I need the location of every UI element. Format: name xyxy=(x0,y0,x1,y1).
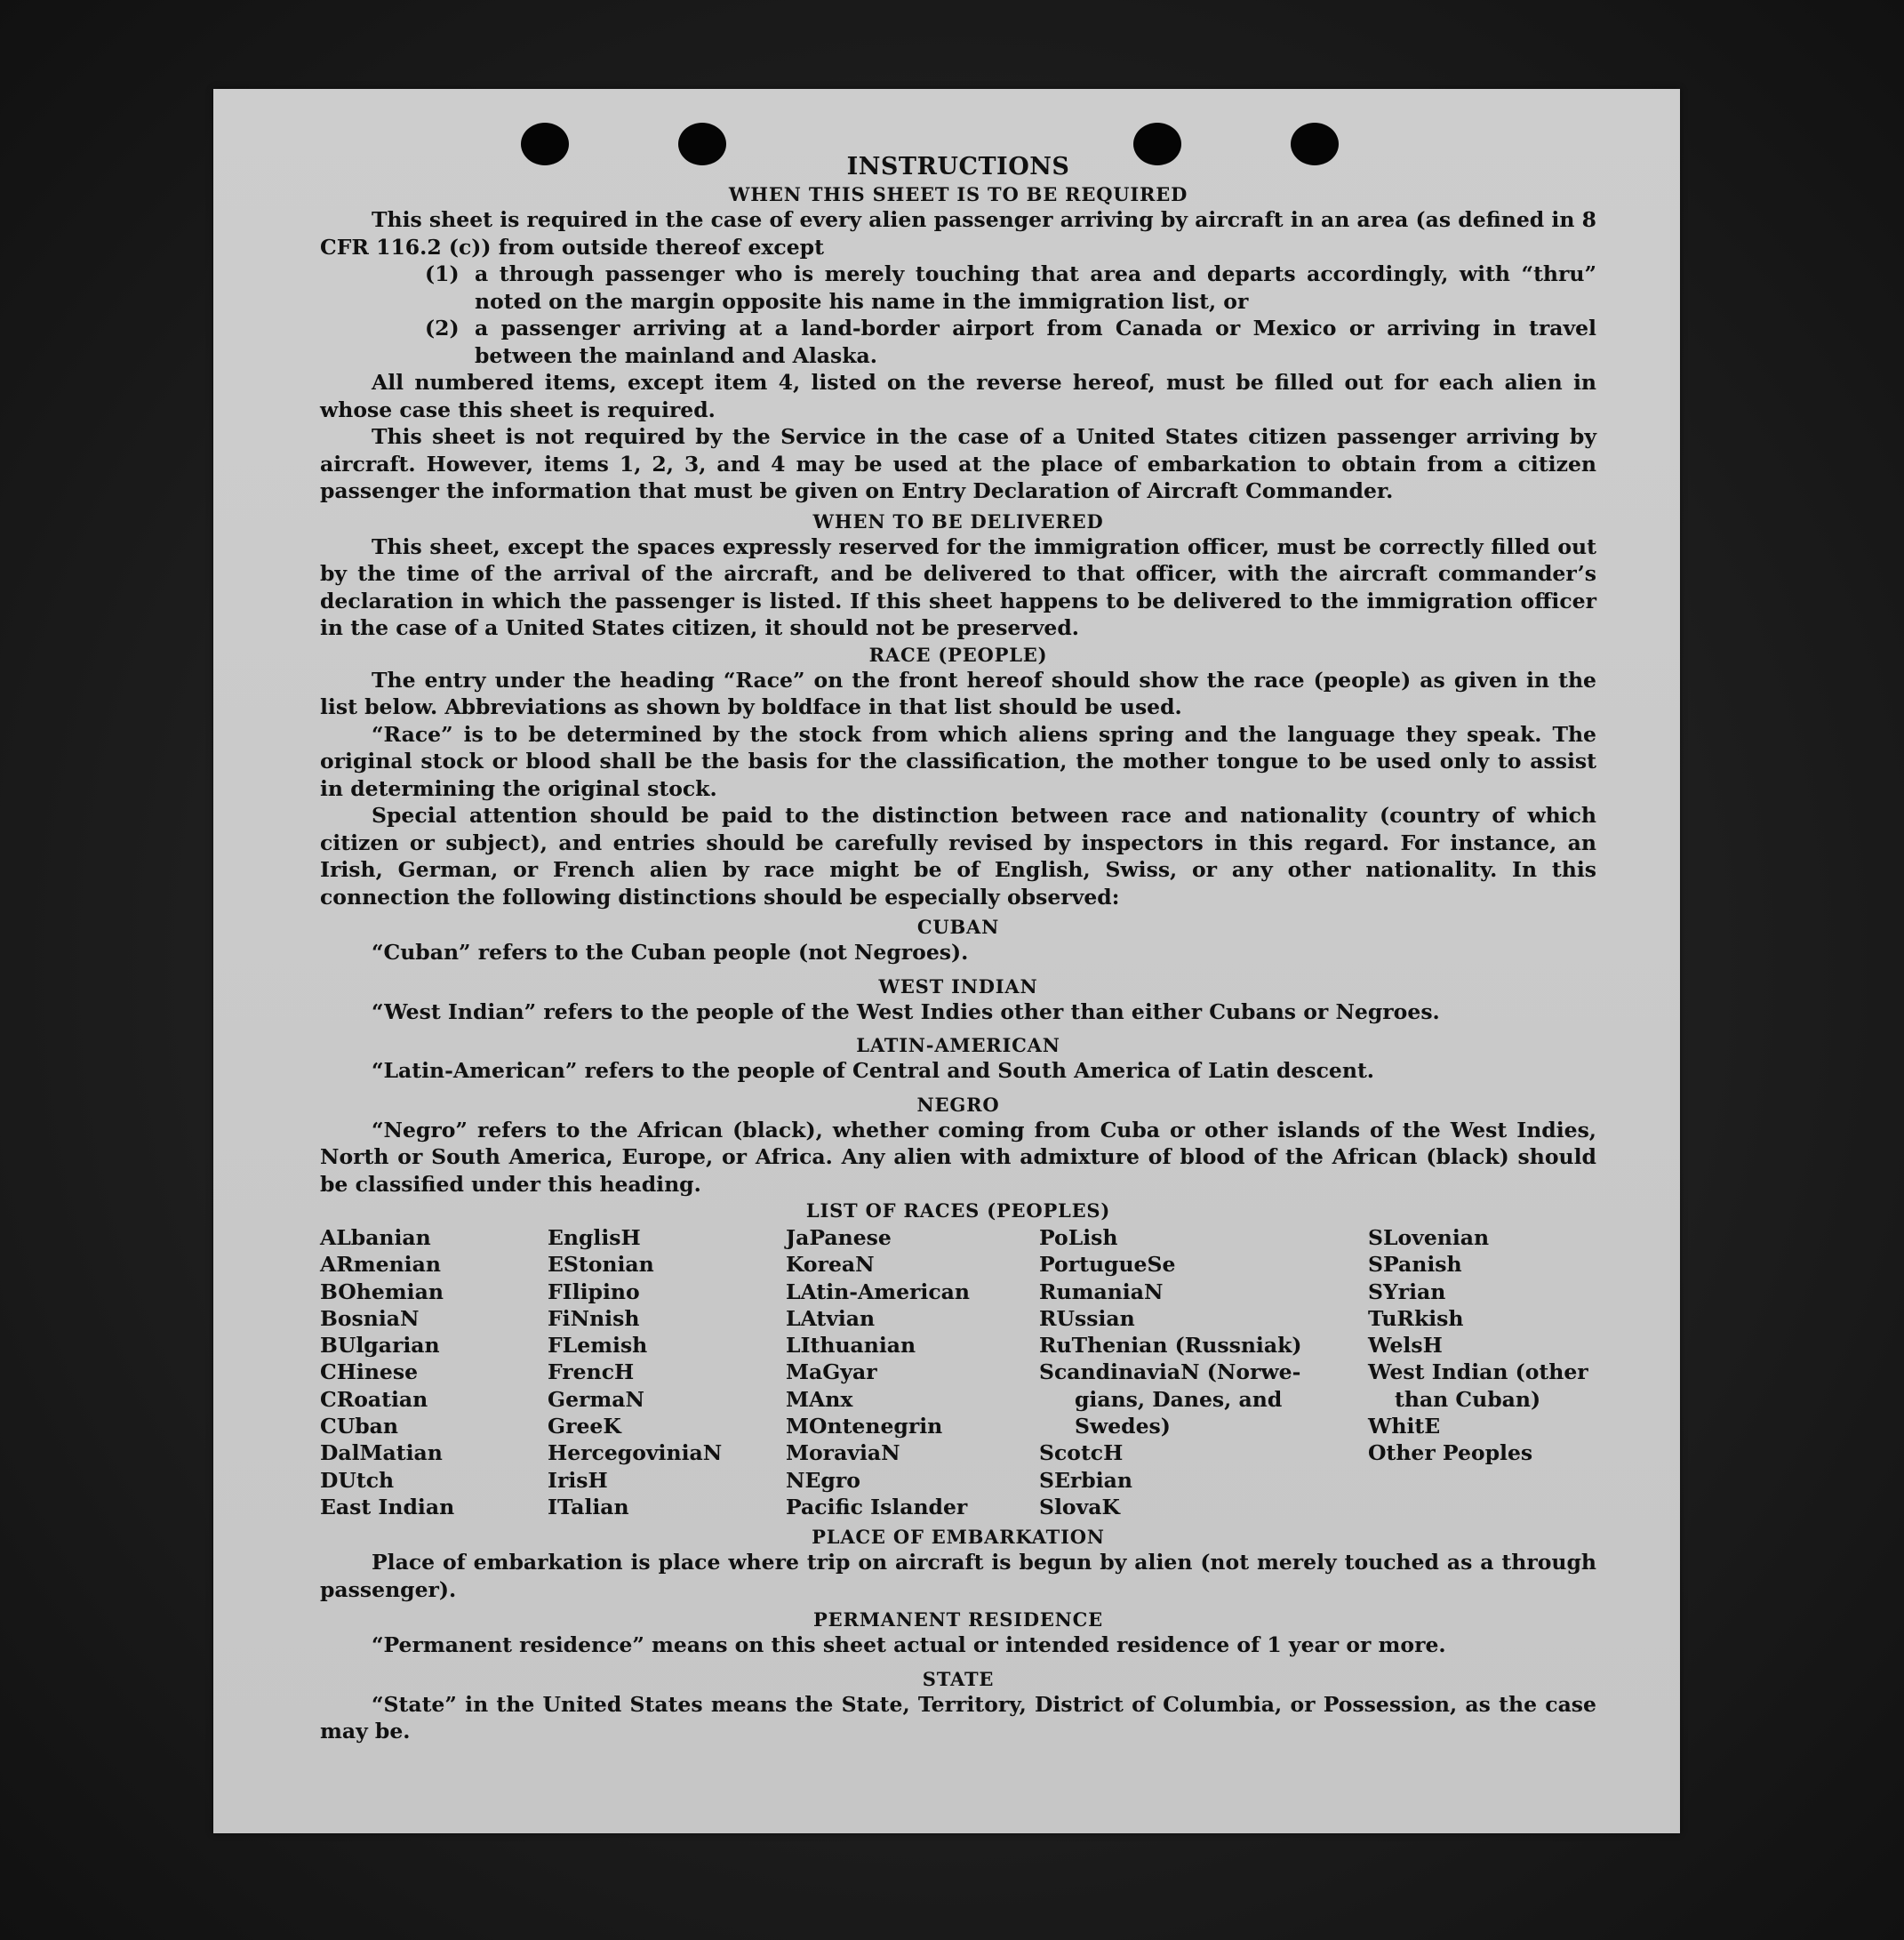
section-heading-west-indian: WEST INDIAN xyxy=(878,974,1038,998)
paragraph: The entry under the heading “Race” on the front hereof should show the race (people) as given in the list below. Abbreviations as shown by boldface in that list should be used. xyxy=(320,667,1596,719)
race-entry: SPanish xyxy=(1368,1252,1462,1278)
item-number: (2) xyxy=(425,316,460,341)
section-heading-cuban: CUBAN xyxy=(916,916,1000,938)
race-entry: East Indian xyxy=(320,1494,455,1519)
race-entry: SYrian xyxy=(1368,1279,1446,1304)
paragraph: “State” in the United States means the State, Territory, District of Columbia, or Possession, as the case may be. xyxy=(320,1691,1596,1744)
definition-text: “Latin-American” refers to the people of Central and South America of Latin descent. xyxy=(372,1058,1374,1083)
race-entry-continued: gians, Danes, and xyxy=(1075,1386,1283,1412)
races-column xyxy=(786,1224,1039,1520)
race-entry-continued: Swedes) xyxy=(1075,1414,1171,1439)
race-entry: LAtin-American xyxy=(786,1279,970,1304)
race-entry: FIlipino xyxy=(548,1279,640,1304)
race-entry: GreeK xyxy=(548,1414,621,1439)
section-heading-when-required: WHEN THIS SHEET IS TO BE REQUIRED xyxy=(728,183,1188,205)
race-entry: PoLish xyxy=(1039,1225,1118,1250)
race-entry: LIthuanian xyxy=(786,1333,916,1359)
paragraph: This sheet is required in the case of every alien passenger arriving by aircraft in an area (as defined in 8 CFR 116.2 (c)) from outside thereof except xyxy=(320,207,1596,260)
item-text: a passenger arriving at a land-border airport from Canada or Mexico or arriving in travel between the mainland and Alaska. xyxy=(475,316,1596,368)
race-entry: KoreaN xyxy=(786,1252,875,1278)
race-entry: BUlgarian xyxy=(320,1333,440,1359)
paragraph: Special attention should be paid to the distinction between race and nationality (country of which citizen or subject), and entries should be carefully revised by inspectors in this regard. For instance, an Irish, German, or French alien by race might be of English, Swiss, or any other nationality. In this connection the following distinctions should be especially observed: xyxy=(320,803,1596,910)
section-heading-race: RACE (PEOPLE) xyxy=(868,643,1048,666)
race-entry: GermaN xyxy=(548,1386,644,1412)
paragraph: “Race” is to be determined by the stock from which aliens spring and the language they speak. The original stock or blood shall be the basis for the classification, the mother tongue to be used only to assist in determining the original stock. xyxy=(320,721,1596,801)
paragraph: This sheet is not required by the Service in the case of a United States citizen passenger arriving by aircraft. However, items 1, 2, 3, and 4 may be used at the place of embarkation to obtain from a citizen passenger the information that must be given on Entry Declaration of Aircraft Commander. xyxy=(320,424,1596,503)
race-entry: TuRkish xyxy=(1368,1305,1464,1331)
race-entry: NEgro xyxy=(786,1467,860,1493)
race-entry: ALbanian xyxy=(320,1225,431,1250)
race-entry: FrencH xyxy=(548,1359,635,1385)
section-heading-list-of-races: LIST OF RACES (PEOPLES) xyxy=(805,1199,1111,1222)
races-list xyxy=(320,1224,1596,1520)
race-entry: BOhemian xyxy=(320,1279,444,1304)
race-entry: LAtvian xyxy=(786,1305,876,1331)
instructions-content xyxy=(320,153,1596,1745)
race-entry: RumaniaN xyxy=(1039,1279,1164,1304)
race-entry: MoraviaN xyxy=(786,1440,900,1466)
race-entry: RuThenian (Russniak) xyxy=(1039,1333,1302,1359)
section-heading-embarkation: PLACE OF EMBARKATION xyxy=(812,1526,1105,1549)
list-item xyxy=(425,261,1596,315)
section-heading-state: STATE xyxy=(922,1667,995,1690)
race-entry: SlovaK xyxy=(1039,1494,1120,1519)
section-heading-when-delivered: WHEN TO BE DELIVERED xyxy=(812,509,1104,533)
race-entry: MOntenegrin xyxy=(786,1414,943,1439)
definition-text: “Permanent residence” means on this sheet actual or intended residence of 1 year or more. xyxy=(372,1632,1446,1658)
definition-text: “West Indian” refers to the people of the West Indies other than either Cubans or Negroes. xyxy=(372,998,1440,1024)
race-entry: WhitE xyxy=(1368,1414,1441,1439)
race-entry: WelsH xyxy=(1368,1333,1443,1359)
section-heading-latin-american: LATIN-AMERICAN xyxy=(856,1034,1060,1056)
document-sheet xyxy=(213,89,1680,1833)
race-entry: EnglisH xyxy=(548,1225,641,1250)
paragraph: All numbered items, except item 4, listed on the reverse hereof, must be filled out for each alien in whose case this sheet is required. xyxy=(320,370,1596,422)
race-entry: FiNnish xyxy=(548,1305,640,1331)
race-entry: RUssian xyxy=(1039,1305,1135,1331)
race-entry: SErbian xyxy=(1039,1467,1132,1493)
list-item xyxy=(425,315,1596,369)
definition-text: “Cuban” refers to the Cuban people (not Negroes). xyxy=(372,940,969,965)
section-heading-residence: PERMANENT RESIDENCE xyxy=(813,1608,1103,1631)
race-entry: PortugueSe xyxy=(1039,1252,1176,1278)
race-entry: IrisH xyxy=(548,1467,608,1493)
race-entry: Other Peoples xyxy=(1368,1440,1533,1466)
race-entry: CUban xyxy=(320,1414,398,1439)
races-column xyxy=(1368,1224,1596,1520)
race-entry: ITalian xyxy=(548,1494,629,1519)
race-entry: ScotcH xyxy=(1039,1440,1124,1466)
race-entry: JaPanese xyxy=(786,1225,892,1250)
race-entry: DalMatian xyxy=(320,1440,443,1466)
section-heading-negro: NEGRO xyxy=(916,1093,1000,1116)
race-entry: HercegoviniaN xyxy=(548,1440,723,1466)
race-entry: CRoatian xyxy=(320,1386,428,1412)
race-entry: BosniaN xyxy=(320,1305,420,1331)
race-entry: DUtch xyxy=(320,1467,395,1493)
race-entry: FLemish xyxy=(548,1333,648,1359)
paragraph: This sheet, except the spaces expressly reserved for the immigration officer, must be correctly filled out by the time of the arrival of the aircraft, and be delivered to that officer, with the aircraft commander’s declaration in which the passenger is listed. If this sheet happens to be delivered to the immigration officer in the case of a United States citizen, it should not be preserved. xyxy=(320,533,1596,640)
race-entry: SLovenian xyxy=(1368,1225,1490,1250)
race-entry: MAnx xyxy=(786,1386,853,1412)
race-entry: Pacific Islander xyxy=(786,1494,968,1519)
races-column xyxy=(548,1224,786,1520)
race-entry: EStonian xyxy=(548,1252,654,1278)
race-entry: ARmenian xyxy=(320,1252,441,1278)
race-entry: ScandinaviaN (Norwe- xyxy=(1039,1359,1301,1385)
race-entry: CHinese xyxy=(320,1359,419,1385)
item-number: (1) xyxy=(425,261,460,286)
races-column xyxy=(320,1224,548,1520)
paragraph: “Negro” refers to the African (black), whether coming from Cuba or other islands of the West Indies, North or South America, Europe, or Africa. Any alien with admixture of blood of the African (black) should be classified under this heading. xyxy=(320,1117,1596,1197)
paragraph: Place of embarkation is place where trip on aircraft is begun by alien (not merely touched as a through passenger). xyxy=(320,1550,1596,1602)
page-title: INSTRUCTIONS xyxy=(846,153,1070,180)
race-entry: MaGyar xyxy=(786,1359,877,1385)
races-column xyxy=(1039,1224,1368,1520)
race-entry-continued: than Cuban) xyxy=(1395,1386,1541,1412)
item-text: a through passenger who is merely touching that area and departs accordingly, with “thru” noted on the margin opposite his name in the immigration list, or xyxy=(475,261,1596,314)
race-entry: West Indian (other xyxy=(1368,1359,1588,1385)
